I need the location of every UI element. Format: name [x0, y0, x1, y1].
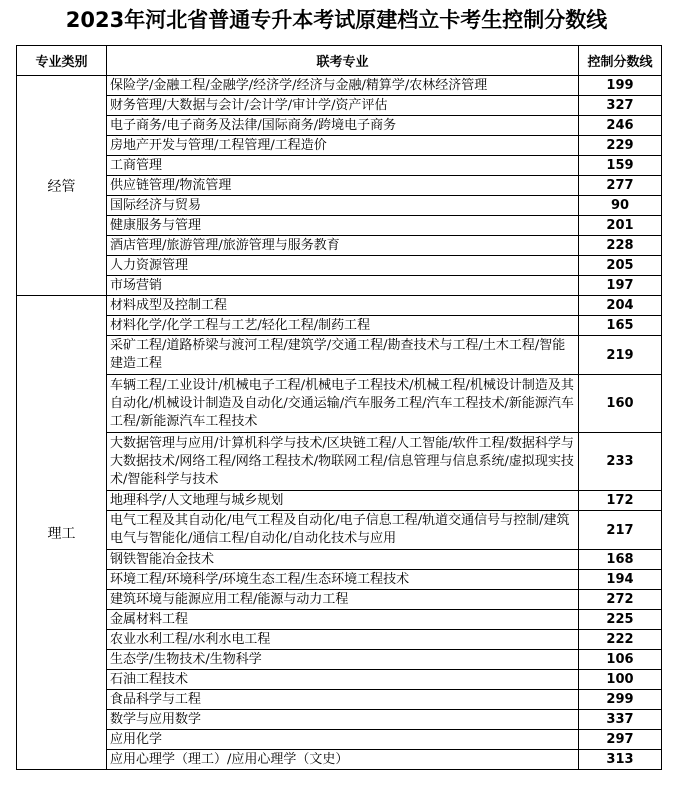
table-row — [17, 710, 662, 730]
table-row — [17, 96, 662, 116]
major-cell: 电气工程及其自动化/电气工程及自动化/电子信息工程/轨道交通信号与控制/建筑电气与智能化/通信工程/自动化/自动化技术与应用 — [107, 511, 579, 550]
header-score: 控制分数线 — [579, 46, 662, 76]
score-cell: 165 — [579, 316, 662, 336]
score-cell: 197 — [579, 276, 662, 296]
major-cell: 数学与应用数学 — [107, 710, 579, 730]
table-row — [17, 316, 662, 336]
score-cell: 100 — [579, 670, 662, 690]
score-cell: 297 — [579, 730, 662, 750]
score-cell: 106 — [579, 650, 662, 670]
score-cell: 327 — [579, 96, 662, 116]
table-row — [17, 690, 662, 710]
table-row — [17, 730, 662, 750]
major-cell: 钢铁智能冶金技术 — [107, 550, 579, 570]
major-cell: 人力资源管理 — [107, 256, 579, 276]
score-cell: 194 — [579, 570, 662, 590]
score-cell: 168 — [579, 550, 662, 570]
major-cell: 国际经济与贸易 — [107, 196, 579, 216]
major-cell: 环境工程/环境科学/环境生态工程/生态环境工程技术 — [107, 570, 579, 590]
score-cell: 229 — [579, 136, 662, 156]
major-cell: 财务管理/大数据与会计/会计学/审计学/资产评估 — [107, 96, 579, 116]
table-row — [17, 550, 662, 570]
major-cell: 酒店管理/旅游管理/旅游管理与服务教育 — [107, 236, 579, 256]
major-cell: 金属材料工程 — [107, 610, 579, 630]
table-row — [17, 196, 662, 216]
table-body — [17, 76, 662, 770]
table-row — [17, 433, 662, 491]
major-cell: 材料化学/化学工程与工艺/轻化工程/制药工程 — [107, 316, 579, 336]
table-row — [17, 590, 662, 610]
score-cell: 272 — [579, 590, 662, 610]
score-cell: 313 — [579, 750, 662, 770]
table-row — [17, 256, 662, 276]
table-row — [17, 630, 662, 650]
table-row — [17, 76, 662, 96]
major-cell: 保险学/金融工程/金融学/经济学/经济与金融/精算学/农林经济管理 — [107, 76, 579, 96]
table-row — [17, 236, 662, 256]
major-cell: 应用化学 — [107, 730, 579, 750]
table-row — [17, 296, 662, 316]
table-row — [17, 336, 662, 375]
table-row — [17, 650, 662, 670]
table-row — [17, 216, 662, 236]
score-cell: 201 — [579, 216, 662, 236]
major-cell: 电子商务/电子商务及法律/国际商务/跨境电子商务 — [107, 116, 579, 136]
header-major: 联考专业 — [107, 46, 579, 76]
score-cell: 277 — [579, 176, 662, 196]
page-title: 2023年河北省普通专升本考试原建档立卡考生控制分数线 — [65, 8, 608, 32]
table-row — [17, 610, 662, 630]
major-cell: 采矿工程/道路桥梁与渡河工程/建筑学/交通工程/勘查技术与工程/土木工程/智能建造工程 — [107, 336, 579, 375]
major-cell: 健康服务与管理 — [107, 216, 579, 236]
score-cell: 159 — [579, 156, 662, 176]
table-row — [17, 176, 662, 196]
major-cell: 地理科学/人文地理与城乡规划 — [107, 491, 579, 511]
table-row — [17, 511, 662, 550]
score-cell: 225 — [579, 610, 662, 630]
category-cell: 经管 — [17, 76, 107, 296]
table-row — [17, 491, 662, 511]
major-cell: 食品科学与工程 — [107, 690, 579, 710]
score-cell: 204 — [579, 296, 662, 316]
score-cell: 205 — [579, 256, 662, 276]
major-cell: 建筑环境与能源应用工程/能源与动力工程 — [107, 590, 579, 610]
score-cell: 172 — [579, 491, 662, 511]
major-cell: 市场营销 — [107, 276, 579, 296]
table-row — [17, 375, 662, 433]
score-cell: 199 — [579, 76, 662, 96]
table-row — [17, 670, 662, 690]
table-row — [17, 750, 662, 770]
table-row — [17, 276, 662, 296]
major-cell: 应用心理学（理工）/应用心理学（文史） — [107, 750, 579, 770]
table-row — [17, 570, 662, 590]
score-cell: 219 — [579, 336, 662, 375]
major-cell: 车辆工程/工业设计/机械电子工程/机械电子工程技术/机械工程/机械设计制造及其自动化/机械设计制造及自动化/交通运输/汽车服务工程/汽车工程技术/新能源汽车工程/新能源汽车工程技术 — [107, 375, 579, 433]
major-cell: 大数据管理与应用/计算机科学与技术/区块链工程/人工智能/软件工程/数据科学与大数据技术/网络工程/网络工程技术/物联网工程/信息管理与信息系统/虚拟现实技术/智能科学与技术 — [107, 433, 579, 491]
major-cell: 材料成型及控制工程 — [107, 296, 579, 316]
score-cell: 217 — [579, 511, 662, 550]
table-row — [17, 116, 662, 136]
header-category: 专业类别 — [17, 46, 107, 76]
score-cell: 233 — [579, 433, 662, 491]
table-row — [17, 136, 662, 156]
category-cell: 理工 — [17, 296, 107, 770]
score-cell: 222 — [579, 630, 662, 650]
score-cell: 337 — [579, 710, 662, 730]
major-cell: 供应链管理/物流管理 — [107, 176, 579, 196]
major-cell: 生态学/生物技术/生物科学 — [107, 650, 579, 670]
score-cell: 90 — [579, 196, 662, 216]
major-cell: 工商管理 — [107, 156, 579, 176]
score-table — [16, 45, 662, 770]
score-cell: 228 — [579, 236, 662, 256]
major-cell: 农业水利工程/水利水电工程 — [107, 630, 579, 650]
major-cell: 房地产开发与管理/工程管理/工程造价 — [107, 136, 579, 156]
major-cell: 石油工程技术 — [107, 670, 579, 690]
score-cell: 246 — [579, 116, 662, 136]
table-header-row — [17, 46, 662, 76]
table-row — [17, 156, 662, 176]
score-cell: 160 — [579, 375, 662, 433]
score-cell: 299 — [579, 690, 662, 710]
